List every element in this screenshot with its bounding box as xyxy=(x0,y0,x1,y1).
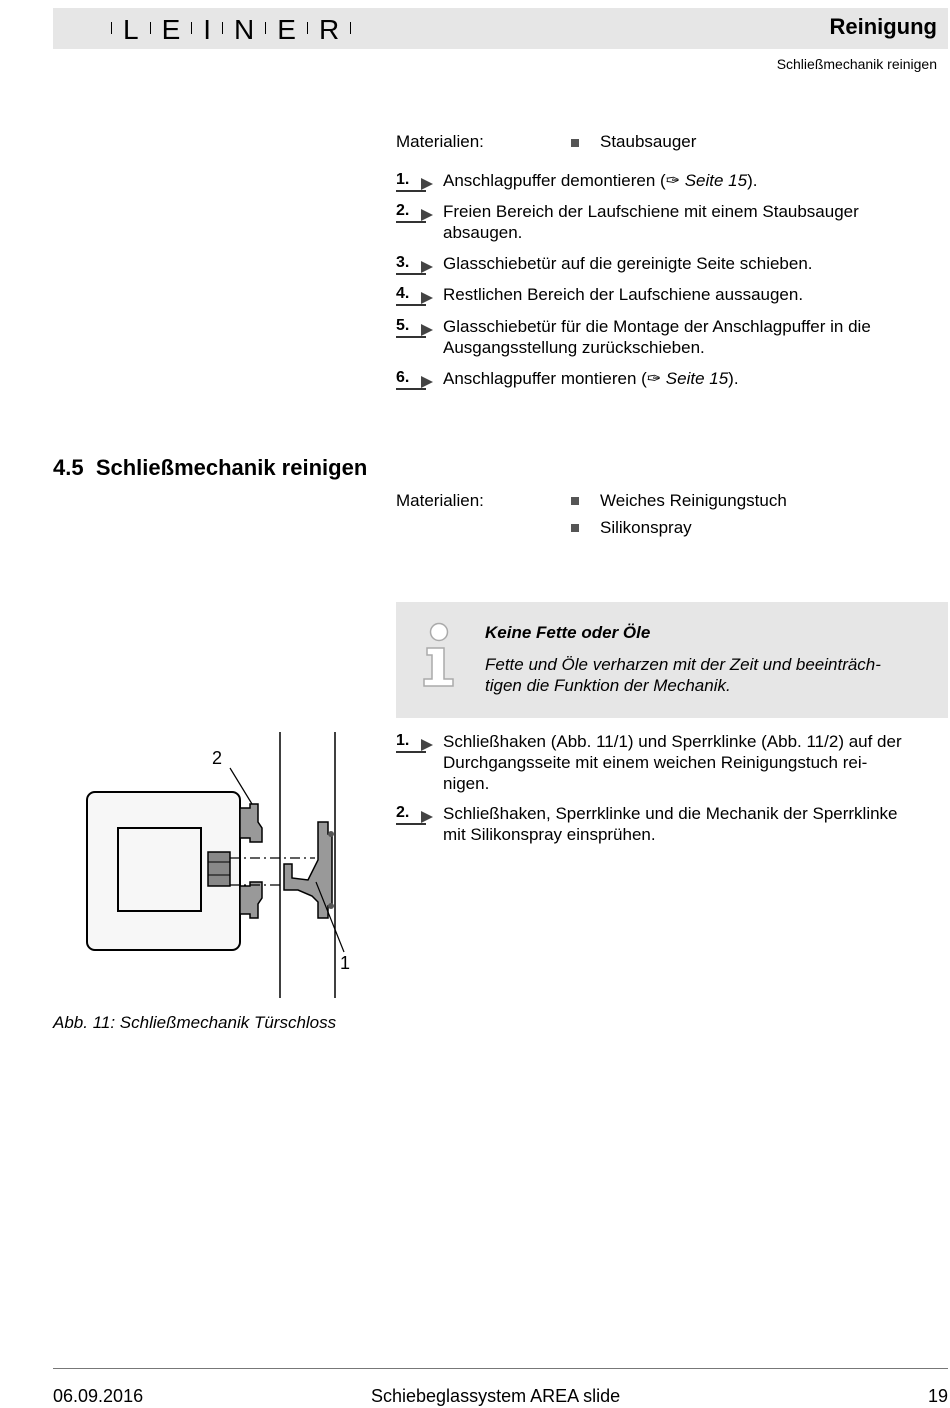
logo-letter: R xyxy=(318,14,340,45)
bullet-icon xyxy=(571,139,579,147)
page-reference[interactable]: Seite 15 xyxy=(665,369,729,388)
materials-label: Materialien: xyxy=(396,132,484,151)
footer-divider xyxy=(53,1368,948,1369)
step-arrow-icon xyxy=(421,811,433,823)
chapter-subtitle: Schließmechanik reinigen xyxy=(776,56,937,72)
step-text: Anschlagpuffer montieren (✑ Seite 15). xyxy=(443,369,739,388)
step-arrow-icon xyxy=(421,178,433,190)
footer-date: 06.09.2016 xyxy=(53,1386,144,1406)
materials-label: Materialien: xyxy=(396,491,484,510)
page-number: 19 xyxy=(927,1386,948,1406)
step-text: Anschlagpuffer demontieren (✑ Seite 15). xyxy=(443,171,758,190)
step-arrow-icon xyxy=(421,209,433,221)
step-text: Glasschiebetür auf die gereinigte Seite schieben. xyxy=(443,254,813,273)
step-text: Schließhaken, Sperrklinke und die Mechanik der Sperrklinke mit Silikonspray einsprühen. xyxy=(443,804,898,844)
logo-letter: L xyxy=(123,14,139,45)
material-item: Staubsauger xyxy=(600,132,697,151)
step-text: Schließhaken (Abb. 11/1) und Sperrklinke (Abb. 11/2) auf der Durchgangsseite mit einem weichen Reinigungstuch rei- nigen. xyxy=(443,732,902,793)
info-text: Fette und Öle verharzen mit der Zeit und beeinträch- tigen die Funktion der Mechanik. xyxy=(485,655,881,695)
chapter-title: Reinigung xyxy=(829,14,937,39)
info-title: Keine Fette oder Öle xyxy=(485,623,651,642)
bullet-icon xyxy=(571,497,579,505)
step-text: Freien Bereich der Laufschiene mit einem Staubsauger absaugen. xyxy=(443,202,859,242)
figure-caption: Abb. 11: Schließmechanik Türschloss xyxy=(53,1013,337,1032)
section-heading: 4.5 Schließmechanik reinigen xyxy=(53,455,368,480)
step-number: 6. xyxy=(396,369,409,387)
step-number: 4. xyxy=(396,285,409,303)
reference-link-icon: ✑ xyxy=(665,171,685,190)
step-arrow-icon xyxy=(421,324,433,336)
step-number: 2. xyxy=(396,202,409,220)
reference-link-icon: ✑ xyxy=(646,369,666,388)
logo-letter: I xyxy=(203,14,212,45)
step-text: Restlichen Bereich der Laufschiene aussaugen. xyxy=(443,285,804,304)
step-arrow-icon xyxy=(421,376,433,388)
page-reference[interactable]: Seite 15 xyxy=(684,171,748,190)
step-arrow-icon xyxy=(421,739,433,751)
info-note xyxy=(396,602,948,718)
logo-letter: E xyxy=(161,14,181,45)
footer-product: Schiebeglassystem AREA slide xyxy=(371,1386,621,1406)
material-item: Weiches Reinigungstuch xyxy=(600,491,787,510)
callout-1-label: 1 xyxy=(340,953,351,973)
step-number: 2. xyxy=(396,804,409,822)
step-number: 3. xyxy=(396,254,409,272)
lock-mechanism-figure xyxy=(80,730,380,1005)
callout-2-label: 2 xyxy=(212,748,223,768)
step-number: 1. xyxy=(396,732,409,750)
step-number: 5. xyxy=(396,317,409,335)
step-text: Glasschiebetür für die Montage der Anschlagpuffer in die Ausgangsstellung zurückschieben. xyxy=(443,317,871,357)
info-icon xyxy=(422,622,458,688)
step-arrow-icon xyxy=(421,261,433,273)
logo-letter: N xyxy=(234,14,255,45)
step-number: 1. xyxy=(396,171,409,189)
material-item: Silikonspray xyxy=(600,518,692,537)
logo-letter: E xyxy=(277,14,296,45)
step-arrow-icon xyxy=(421,292,433,304)
brand-logo xyxy=(100,14,362,46)
bullet-icon xyxy=(571,524,579,532)
